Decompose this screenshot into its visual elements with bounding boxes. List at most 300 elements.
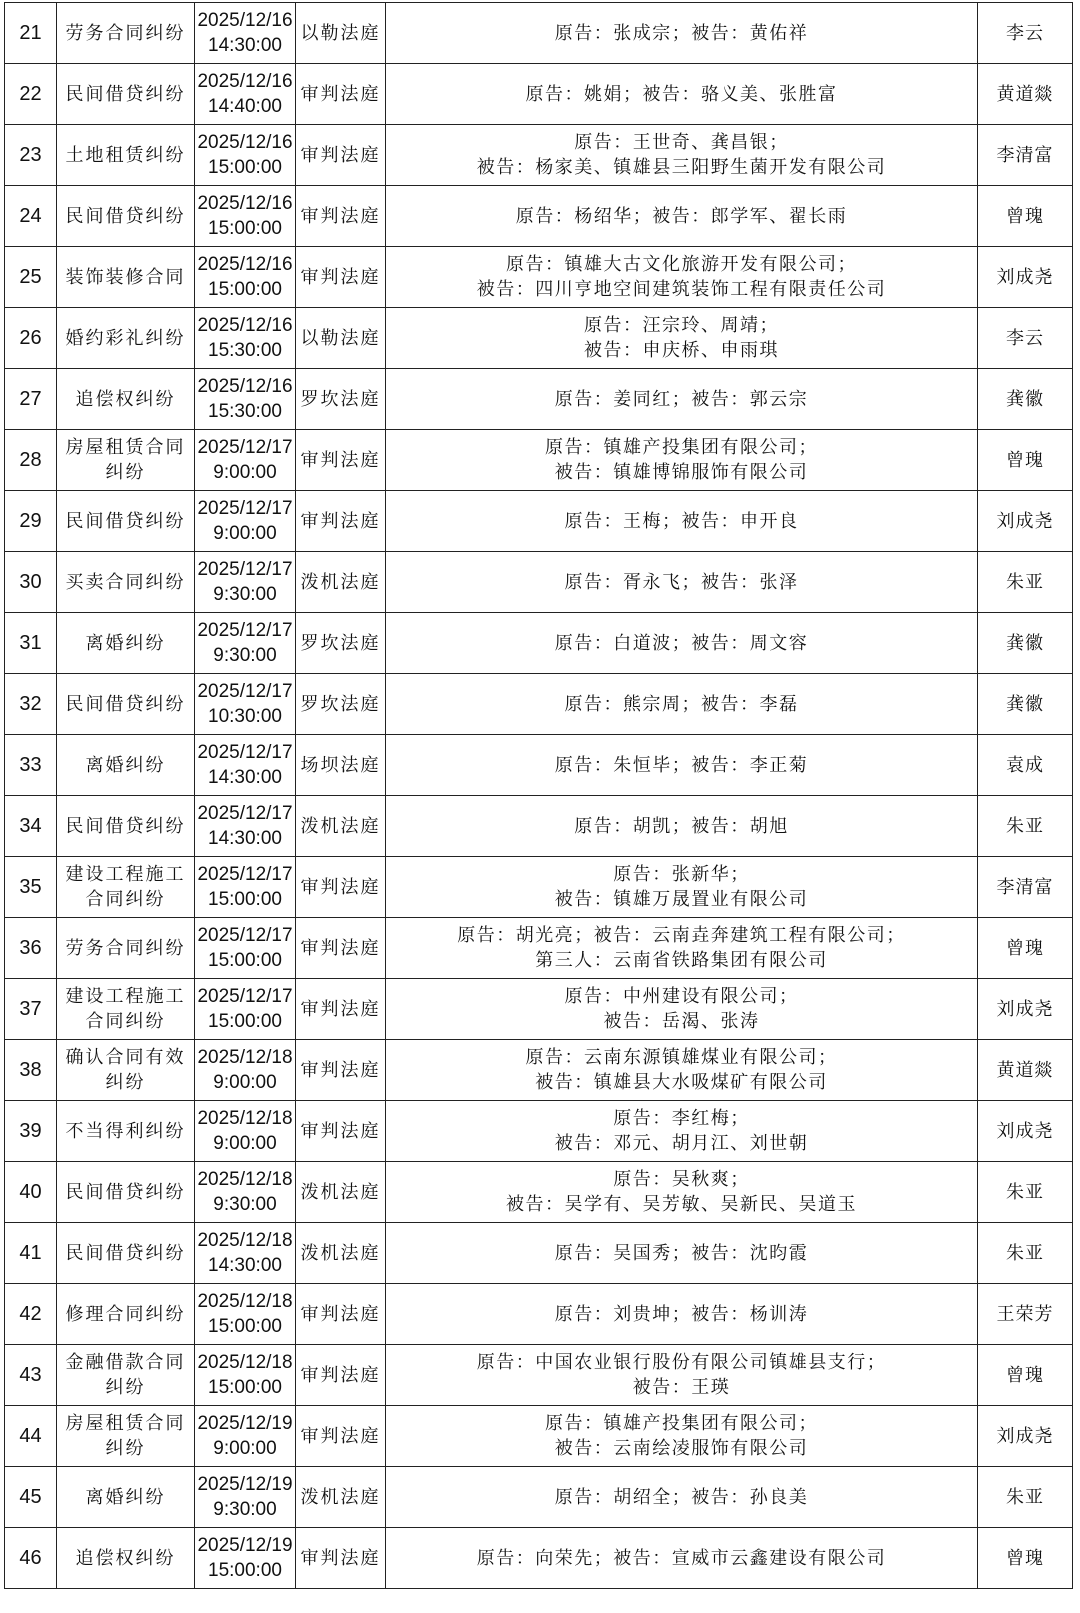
parties-cell [386, 857, 978, 918]
parties-text: 第三人：云南省铁路集团有限公司 [535, 950, 828, 971]
hearing-time-cell [195, 1406, 296, 1467]
parties-text: 被告：云南绘凌服饰有限公司 [554, 1438, 809, 1459]
case-number-cell: 37 [5, 979, 57, 1040]
parties-text: 原告：白道波；被告：周文容 [554, 632, 809, 654]
hearing-time: 14:30:00 [208, 767, 282, 788]
hearing-date: 2025/12/17 [197, 437, 293, 458]
hearing-date: 2025/12/17 [197, 864, 293, 885]
hearing-time: 14:30:00 [208, 1255, 282, 1276]
parties-text: 原告：杨绍华；被告：郎学军、翟长雨 [515, 205, 848, 227]
parties-text: 原告：李红梅； [613, 1108, 750, 1129]
table-body [5, 3, 1073, 1589]
parties-text: 原告：王世奇、龚昌银； [574, 132, 789, 153]
case-number-cell: 27 [5, 369, 57, 430]
parties-cell [386, 186, 978, 247]
case-type-text: 土地租赁纠纷 [65, 144, 186, 166]
case-number-cell: 32 [5, 674, 57, 735]
parties-cell [386, 1528, 978, 1589]
parties-text: 原告：姚娟；被告：骆义美、张胜富 [525, 83, 838, 105]
parties-text: 原告：汪宗玲、周靖； [584, 315, 779, 336]
hearing-time-cell [195, 369, 296, 430]
court-cell: 泼机法庭 [296, 796, 386, 857]
case-type-cell [57, 1284, 195, 1345]
parties-cell [386, 308, 978, 369]
hearing-date: 2025/12/16 [197, 10, 293, 31]
case-number-cell: 35 [5, 857, 57, 918]
hearing-time-cell [195, 1162, 296, 1223]
case-type-cell [57, 1223, 195, 1284]
judge-cell: 朱亚 [978, 1223, 1073, 1284]
case-number-cell: 29 [5, 491, 57, 552]
case-type-cell [57, 247, 195, 308]
hearing-time-cell [195, 979, 296, 1040]
parties-cell [386, 918, 978, 979]
hearing-time: 15:00:00 [208, 218, 282, 239]
case-type-text: 纠纷 [105, 1377, 146, 1398]
hearing-date: 2025/12/17 [197, 742, 293, 763]
court-cell: 泼机法庭 [296, 552, 386, 613]
case-number-cell: 43 [5, 1345, 57, 1406]
judge-cell: 李清富 [978, 857, 1073, 918]
case-type-text: 建设工程施工 [65, 864, 186, 885]
case-number-cell: 42 [5, 1284, 57, 1345]
parties-text: 被告：王瑛 [632, 1377, 731, 1398]
judge-cell: 刘成尧 [978, 491, 1073, 552]
parties-text: 原告：胥永飞；被告：张泽 [564, 571, 799, 593]
hearing-time: 9:00:00 [213, 523, 277, 544]
court-cell: 泼机法庭 [296, 1467, 386, 1528]
judge-cell: 龚徽 [978, 613, 1073, 674]
court-cell: 审判法庭 [296, 1406, 386, 1467]
case-type-text: 确认合同有效 [65, 1047, 186, 1068]
parties-text: 原告：吴秋爽； [613, 1169, 750, 1190]
hearing-time: 9:30:00 [213, 645, 277, 666]
hearing-time-cell [195, 552, 296, 613]
parties-text: 被告：吴学有、吴芳敏、吴新民、吴道玉 [506, 1194, 857, 1215]
hearing-date: 2025/12/17 [197, 498, 293, 519]
case-number-cell: 22 [5, 64, 57, 125]
parties-text: 被告：杨家美、镇雄县三阳野生菌开发有限公司 [476, 157, 887, 178]
parties-cell [386, 674, 978, 735]
hearing-time-cell [195, 491, 296, 552]
parties-text: 原告：胡光亮；被告：云南垚奔建筑工程有限公司； [457, 925, 906, 946]
hearing-date: 2025/12/17 [197, 620, 293, 641]
parties-text: 原告：刘贵坤；被告：杨训涛 [554, 1303, 809, 1325]
hearing-time: 9:00:00 [213, 1438, 277, 1459]
hearing-time-cell [195, 1345, 296, 1406]
table-row [5, 125, 1073, 186]
parties-text: 原告：张新华； [613, 864, 750, 885]
table-row [5, 1162, 1073, 1223]
table-row [5, 613, 1073, 674]
hearing-time-cell [195, 613, 296, 674]
table-row [5, 308, 1073, 369]
table-row [5, 796, 1073, 857]
parties-cell [386, 1284, 978, 1345]
court-cell: 审判法庭 [296, 1345, 386, 1406]
case-type-cell [57, 918, 195, 979]
hearing-time: 15:00:00 [208, 950, 282, 971]
hearing-time-cell [195, 796, 296, 857]
judge-cell: 刘成尧 [978, 1406, 1073, 1467]
case-type-text: 离婚纠纷 [85, 1486, 166, 1508]
parties-cell [386, 1345, 978, 1406]
judge-cell: 刘成尧 [978, 979, 1073, 1040]
case-number-cell: 26 [5, 308, 57, 369]
judge-cell: 王荣芳 [978, 1284, 1073, 1345]
hearing-time-cell [195, 1528, 296, 1589]
case-type-text: 纠纷 [105, 1438, 146, 1459]
parties-text: 原告：中国农业银行股份有限公司镇雄县支行； [476, 1352, 887, 1373]
case-type-cell [57, 735, 195, 796]
judge-cell: 朱亚 [978, 1162, 1073, 1223]
case-type-text: 修理合同纠纷 [65, 1303, 186, 1325]
parties-cell [386, 552, 978, 613]
hearing-date: 2025/12/16 [197, 315, 293, 336]
court-cell: 审判法庭 [296, 918, 386, 979]
hearing-time-cell [195, 247, 296, 308]
case-type-cell [57, 308, 195, 369]
table-row [5, 186, 1073, 247]
case-number-cell: 34 [5, 796, 57, 857]
parties-text: 被告：镇雄县大水吸煤矿有限公司 [535, 1072, 828, 1093]
case-type-cell [57, 796, 195, 857]
case-type-cell [57, 1345, 195, 1406]
table-row [5, 1223, 1073, 1284]
court-cell: 泼机法庭 [296, 1223, 386, 1284]
judge-cell: 李云 [978, 308, 1073, 369]
court-cell: 以勒法庭 [296, 308, 386, 369]
case-type-text: 买卖合同纠纷 [65, 571, 186, 593]
parties-cell [386, 1101, 978, 1162]
case-number-cell: 46 [5, 1528, 57, 1589]
hearing-date: 2025/12/17 [197, 803, 293, 824]
judge-cell: 龚徽 [978, 369, 1073, 430]
case-type-text: 民间借贷纠纷 [65, 1242, 186, 1264]
judge-cell: 黄道燚 [978, 64, 1073, 125]
court-cell: 审判法庭 [296, 857, 386, 918]
table-row [5, 918, 1073, 979]
table-row [5, 979, 1073, 1040]
case-type-cell [57, 1101, 195, 1162]
case-type-text: 离婚纠纷 [85, 632, 166, 654]
hearing-time: 15:00:00 [208, 279, 282, 300]
case-number-cell: 39 [5, 1101, 57, 1162]
parties-text: 原告：张成宗；被告：黄佑祥 [554, 22, 809, 44]
parties-text: 原告：云南东源镇雄煤业有限公司； [525, 1047, 838, 1068]
table-row [5, 674, 1073, 735]
parties-text: 原告：镇雄产投集团有限公司； [545, 437, 818, 458]
case-type-text: 离婚纠纷 [85, 754, 166, 776]
case-number-cell: 36 [5, 918, 57, 979]
parties-cell [386, 613, 978, 674]
judge-cell: 朱亚 [978, 552, 1073, 613]
hearing-date: 2025/12/19 [197, 1535, 293, 1556]
parties-text: 原告：中州建设有限公司； [564, 986, 799, 1007]
case-type-text: 民间借贷纠纷 [65, 815, 186, 837]
table-row [5, 1528, 1073, 1589]
hearing-date: 2025/12/18 [197, 1047, 293, 1068]
hearing-date: 2025/12/19 [197, 1474, 293, 1495]
hearing-time-cell [195, 1467, 296, 1528]
table-row [5, 247, 1073, 308]
case-type-text: 装饰装修合同 [65, 266, 186, 288]
hearing-date: 2025/12/16 [197, 254, 293, 275]
parties-text: 原告：镇雄产投集团有限公司； [545, 1413, 818, 1434]
case-type-text: 民间借贷纠纷 [65, 1181, 186, 1203]
court-cell: 审判法庭 [296, 979, 386, 1040]
table-row [5, 1040, 1073, 1101]
court-cell: 审判法庭 [296, 64, 386, 125]
hearing-date: 2025/12/17 [197, 925, 293, 946]
hearing-date: 2025/12/16 [197, 132, 293, 153]
case-type-cell [57, 3, 195, 64]
parties-text: 被告：四川亨地空间建筑装饰工程有限责任公司 [476, 279, 887, 300]
parties-text: 原告：吴国秀；被告：沈昀霞 [554, 1242, 809, 1264]
parties-text: 被告：岳渴、张涛 [603, 1011, 760, 1032]
case-type-cell [57, 674, 195, 735]
case-type-cell [57, 857, 195, 918]
parties-cell [386, 1040, 978, 1101]
parties-cell [386, 1467, 978, 1528]
case-type-cell [57, 430, 195, 491]
judge-cell: 朱亚 [978, 1467, 1073, 1528]
court-cell: 审判法庭 [296, 1528, 386, 1589]
court-cell: 审判法庭 [296, 491, 386, 552]
parties-cell [386, 979, 978, 1040]
hearing-time-cell [195, 1284, 296, 1345]
case-type-text: 不当得利纠纷 [65, 1120, 186, 1142]
case-number-cell: 44 [5, 1406, 57, 1467]
hearing-time: 9:00:00 [213, 1133, 277, 1154]
hearing-date: 2025/12/18 [197, 1108, 293, 1129]
court-cell: 场坝法庭 [296, 735, 386, 796]
case-type-cell [57, 186, 195, 247]
hearing-time: 9:00:00 [213, 462, 277, 483]
judge-cell: 刘成尧 [978, 1101, 1073, 1162]
case-number-cell: 23 [5, 125, 57, 186]
case-type-cell [57, 64, 195, 125]
case-number-cell: 41 [5, 1223, 57, 1284]
court-cell: 审判法庭 [296, 186, 386, 247]
hearing-date: 2025/12/16 [197, 193, 293, 214]
case-type-text: 民间借贷纠纷 [65, 83, 186, 105]
case-type-text: 合同纠纷 [85, 889, 166, 910]
hearing-time: 15:00:00 [208, 1011, 282, 1032]
case-number-cell: 28 [5, 430, 57, 491]
case-type-text: 房屋租赁合同 [65, 437, 186, 458]
parties-cell [386, 430, 978, 491]
case-number-cell: 21 [5, 3, 57, 64]
table-row [5, 552, 1073, 613]
case-type-text: 纠纷 [105, 1072, 146, 1093]
case-type-text: 金融借款合同 [65, 1352, 186, 1373]
parties-text: 原告：姜同红；被告：郭云宗 [554, 388, 809, 410]
case-number-cell: 24 [5, 186, 57, 247]
case-type-text: 劳务合同纠纷 [65, 937, 186, 959]
judge-cell: 曾瑰 [978, 186, 1073, 247]
court-cell: 以勒法庭 [296, 3, 386, 64]
hearing-date: 2025/12/16 [197, 376, 293, 397]
hearing-date: 2025/12/18 [197, 1230, 293, 1251]
hearing-time-cell [195, 1223, 296, 1284]
hearing-time-cell [195, 674, 296, 735]
hearing-time-cell [195, 1101, 296, 1162]
case-number-cell: 31 [5, 613, 57, 674]
hearing-time: 9:30:00 [213, 1194, 277, 1215]
hearing-time-cell [195, 125, 296, 186]
case-type-text: 纠纷 [105, 462, 146, 483]
parties-text: 原告：胡凯；被告：胡旭 [574, 815, 789, 837]
parties-text: 被告：邓元、胡月江、刘世朝 [554, 1133, 809, 1154]
court-cell: 审判法庭 [296, 430, 386, 491]
parties-cell [386, 1406, 978, 1467]
case-type-cell [57, 613, 195, 674]
judge-cell: 曾瑰 [978, 430, 1073, 491]
parties-text: 原告：镇雄大古文化旅游开发有限公司； [506, 254, 857, 275]
case-number-cell: 30 [5, 552, 57, 613]
case-type-text: 民间借贷纠纷 [65, 510, 186, 532]
judge-cell: 刘成尧 [978, 247, 1073, 308]
hearing-time: 15:30:00 [208, 340, 282, 361]
parties-cell [386, 1162, 978, 1223]
parties-cell [386, 491, 978, 552]
hearing-time-cell [195, 430, 296, 491]
hearing-time-cell [195, 918, 296, 979]
court-cell: 审判法庭 [296, 247, 386, 308]
hearing-time: 15:30:00 [208, 401, 282, 422]
judge-cell: 李云 [978, 3, 1073, 64]
case-type-text: 民间借贷纠纷 [65, 693, 186, 715]
court-cell: 审判法庭 [296, 125, 386, 186]
case-type-text: 合同纠纷 [85, 1011, 166, 1032]
hearing-date: 2025/12/19 [197, 1413, 293, 1434]
parties-text: 原告：王梅；被告：申开良 [564, 510, 799, 532]
judge-cell: 曾瑰 [978, 1528, 1073, 1589]
hearing-time-cell [195, 64, 296, 125]
hearing-time-cell [195, 735, 296, 796]
hearing-date: 2025/12/18 [197, 1169, 293, 1190]
case-number-cell: 40 [5, 1162, 57, 1223]
case-type-cell [57, 1467, 195, 1528]
hearing-time-cell [195, 186, 296, 247]
hearing-time-cell [195, 857, 296, 918]
table-row [5, 857, 1073, 918]
table-row [5, 491, 1073, 552]
judge-cell: 黄道燚 [978, 1040, 1073, 1101]
case-type-cell [57, 125, 195, 186]
hearing-time-cell [195, 1040, 296, 1101]
parties-text: 原告：熊宗周；被告：李磊 [564, 693, 799, 715]
hearing-date: 2025/12/17 [197, 986, 293, 1007]
hearing-time-cell [195, 308, 296, 369]
case-number-cell: 33 [5, 735, 57, 796]
court-cell: 审判法庭 [296, 1101, 386, 1162]
case-type-text: 追偿权纠纷 [75, 1547, 176, 1569]
case-type-cell [57, 1528, 195, 1589]
parties-text: 原告：朱恒毕；被告：李正菊 [554, 754, 809, 776]
table-row [5, 1345, 1073, 1406]
parties-cell [386, 125, 978, 186]
court-cell: 罗坎法庭 [296, 369, 386, 430]
court-cell: 罗坎法庭 [296, 674, 386, 735]
hearing-schedule-table [4, 2, 1073, 1589]
case-type-cell [57, 1040, 195, 1101]
hearing-date: 2025/12/17 [197, 681, 293, 702]
hearing-time: 15:00:00 [208, 889, 282, 910]
hearing-time: 14:30:00 [208, 35, 282, 56]
parties-cell [386, 735, 978, 796]
case-type-text: 建设工程施工 [65, 986, 186, 1007]
hearing-date: 2025/12/16 [197, 71, 293, 92]
table-row [5, 735, 1073, 796]
case-type-text: 追偿权纠纷 [75, 388, 176, 410]
judge-cell: 曾瑰 [978, 1345, 1073, 1406]
hearing-time: 10:30:00 [208, 706, 282, 727]
table-row [5, 1101, 1073, 1162]
parties-cell [386, 64, 978, 125]
table-row [5, 1406, 1073, 1467]
parties-text: 被告：镇雄博锦服饰有限公司 [554, 462, 809, 483]
case-number-cell: 25 [5, 247, 57, 308]
judge-cell: 李清富 [978, 125, 1073, 186]
parties-text: 被告：镇雄万晟置业有限公司 [554, 889, 809, 910]
judge-cell: 朱亚 [978, 796, 1073, 857]
table-row [5, 1284, 1073, 1345]
hearing-time: 15:00:00 [208, 1316, 282, 1337]
case-type-cell [57, 491, 195, 552]
case-type-text: 婚约彩礼纠纷 [65, 327, 186, 349]
parties-text: 原告：胡绍全；被告：孙良美 [554, 1486, 809, 1508]
hearing-time: 14:30:00 [208, 828, 282, 849]
case-type-text: 劳务合同纠纷 [65, 22, 186, 44]
court-cell: 罗坎法庭 [296, 613, 386, 674]
hearing-date: 2025/12/17 [197, 559, 293, 580]
case-type-cell [57, 979, 195, 1040]
judge-cell: 龚徽 [978, 674, 1073, 735]
case-type-text: 民间借贷纠纷 [65, 205, 186, 227]
case-type-cell [57, 552, 195, 613]
judge-cell: 袁成 [978, 735, 1073, 796]
table-row [5, 369, 1073, 430]
case-number-cell: 38 [5, 1040, 57, 1101]
hearing-date: 2025/12/18 [197, 1291, 293, 1312]
court-cell: 泼机法庭 [296, 1162, 386, 1223]
court-cell: 审判法庭 [296, 1284, 386, 1345]
hearing-date: 2025/12/18 [197, 1352, 293, 1373]
case-type-cell [57, 369, 195, 430]
parties-cell [386, 3, 978, 64]
case-type-cell [57, 1162, 195, 1223]
table-row [5, 3, 1073, 64]
case-number-cell: 45 [5, 1467, 57, 1528]
hearing-time: 14:40:00 [208, 96, 282, 117]
parties-cell [386, 796, 978, 857]
parties-cell [386, 247, 978, 308]
case-type-text: 房屋租赁合同 [65, 1413, 186, 1434]
hearing-time: 15:00:00 [208, 1377, 282, 1398]
hearing-time: 9:00:00 [213, 1072, 277, 1093]
table-row [5, 64, 1073, 125]
table-row [5, 430, 1073, 491]
hearing-time: 15:00:00 [208, 1560, 282, 1581]
judge-cell: 曾瑰 [978, 918, 1073, 979]
hearing-time: 9:30:00 [213, 1499, 277, 1520]
hearing-time-cell [195, 3, 296, 64]
hearing-time: 15:00:00 [208, 157, 282, 178]
parties-text: 被告：申庆桥、申雨琪 [584, 340, 779, 361]
parties-cell [386, 1223, 978, 1284]
